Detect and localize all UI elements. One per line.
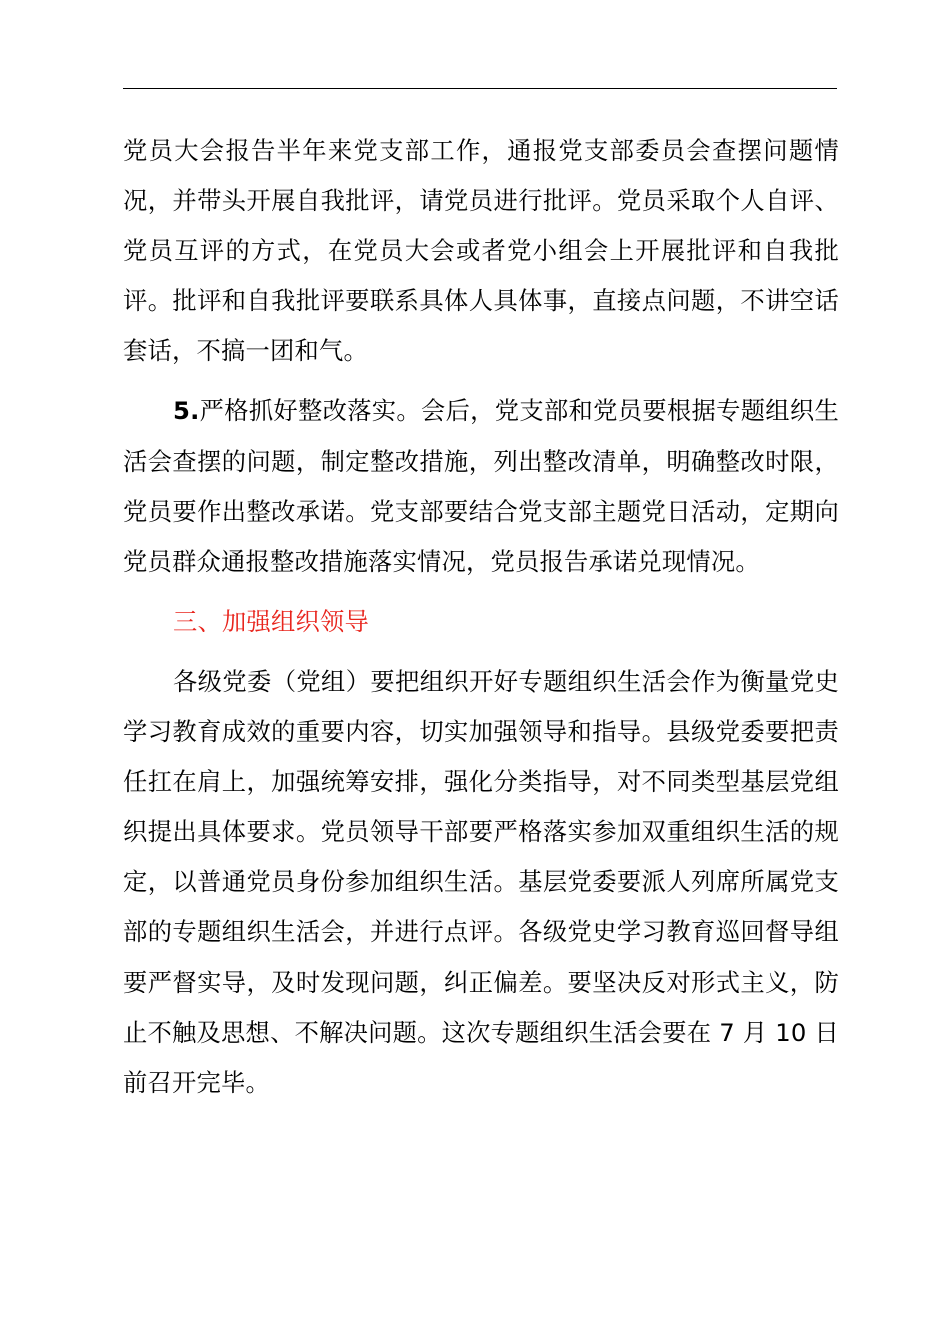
paragraph-leadership: 各级党委（党组）要把组织开好专题组织生活会作为衡量党史学习教育成效的重要内容，切实加强领导和指导。县级党委要把责任扛在肩上，加强统筹安排，强化分类指导，对不同类型基层党组织提出具体要求。党员领导干部要严格落实参加双重组织生活的规定，以普通党员身份参加组织生活。基层党委要派人列席所属党支部的专题组织生活会，并进行点评。各级党史学习教育巡回督导组要严督实导，及时发现问题，纠正偏差。要坚决反对形式主义，防止不触及思想、不解决问题。这次专题组织生活会要在 7 月 10 日前召开完毕。: [123, 666, 839, 1097]
paragraph-rectification-text: 严格抓好整改落实。会后，党支部和党员要根据专题组织生活会查摆的问题，制定整改措施，列出整改清单，明确整改时限，党员要作出整改承诺。党支部要结合党支部主题党日活动，定期向党员群众通报整改措施落实情况，党员报告承诺兑现情况。: [123, 396, 839, 576]
paragraph-criticism: 党员大会报告半年来党支部工作，通报党支部委员会查摆问题情况，并带头开展自我批评，请党员进行批评。党员采取个人自评、党员互评的方式，在党员大会或者党小组会上开展批评和自我批评。批评和自我批评要联系具体人具体事，直接点问题，不讲空话套话，不搞一团和气。: [123, 136, 839, 366]
header-rule: [123, 88, 837, 89]
paragraph-rectification: [123, 386, 839, 586]
item-number: 5.: [173, 396, 200, 426]
section-heading: 三、加强组织领导: [173, 606, 369, 636]
document-body: [123, 126, 839, 1108]
